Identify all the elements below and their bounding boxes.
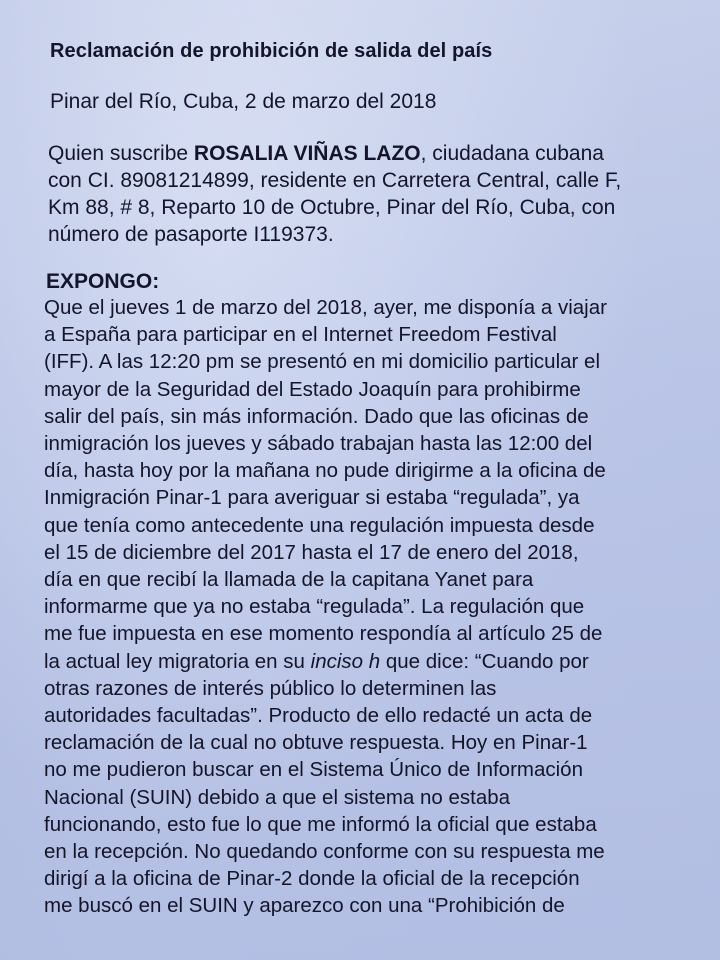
intro-text: Quien suscribe <box>48 142 194 165</box>
section-heading: EXPONGO: <box>46 270 160 293</box>
body-line <box>44 648 714 675</box>
body-line: día en que recibí la llamada de la capitana Yanet para <box>44 568 534 592</box>
body-line: funcionando, esto fue lo que me informó la oficial que estaba <box>44 812 597 836</box>
body-line: a España para participar en el Internet Freedom Festival <box>44 323 557 347</box>
intro-text: , ciudadana cubana <box>420 142 604 165</box>
body-line: que tenía como antecedente una regulación impuesta desde <box>44 513 595 537</box>
intro-line: Km 88, # 8, Reparto 10 de Octubre, Pinar del Río, Cuba, con <box>48 196 616 219</box>
body-line: inmigración los jueves y sábado trabajan hasta las 12:00 del <box>44 432 593 456</box>
body-line: día, hasta hoy por la mañana no pude dirigirme a la oficina de <box>44 459 606 483</box>
body-line: me buscó en el SUIN y aparezco con una “Prohibición de <box>44 894 565 918</box>
body-line: reclamación de la cual no obtuve respuesta. Hoy en Pinar-1 <box>44 731 588 755</box>
body-line: Inmigración Pinar-1 para averiguar si estaba “regulada”, ya <box>44 486 580 510</box>
intro-line <box>48 140 708 167</box>
body-text: la actual ley migratoria en su <box>44 649 311 673</box>
body-text: que dice: “Cuando por <box>380 649 589 673</box>
intro-paragraph <box>48 140 708 248</box>
signer-name: ROSALIA VIÑAS LAZO <box>193 142 421 165</box>
body-line: el 15 de diciembre del 2017 hasta el 17 de enero del 2018, <box>44 540 579 564</box>
body-line: otras razones de interés público lo determinen las <box>44 676 497 700</box>
body-line: en la recepción. No quedando conforme con su respuesta me <box>44 840 605 864</box>
place-and-date: Pinar del Río, Cuba, 2 de marzo del 2018 <box>50 90 437 113</box>
document-title: Reclamación de prohibición de salida del país <box>50 40 493 62</box>
body-line: dirigí a la oficina de Pinar-2 donde la oficial de la recepción <box>44 867 580 891</box>
body-line: (IFF). A las 12:20 pm se presentó en mi domicilio particular el <box>44 350 601 374</box>
body-line: Nacional (SUIN) debido a que el sistema no estaba <box>44 785 511 809</box>
intro-line: número de pasaporte I119373. <box>48 223 334 246</box>
body-line: autoridades facultadas”. Producto de ello redacté un acta de <box>44 704 593 728</box>
body-line: salir del país, sin más información. Dado que las oficinas de <box>44 404 589 428</box>
body-line: mayor de la Seguridad del Estado Joaquín para prohibirme <box>44 377 581 401</box>
body-paragraph <box>44 294 714 920</box>
body-line: no me pudieron buscar en el Sistema Único de Información <box>44 758 583 782</box>
body-line: me fue impuesta en ese momento respondía al artículo 25 de <box>44 622 603 646</box>
intro-line: con CI. 89081214899, residente en Carretera Central, calle F, <box>48 169 622 192</box>
body-line: informarme que ya no estaba “regulada”. La regulación que <box>44 595 585 619</box>
italic-term: inciso h <box>310 649 381 673</box>
body-line: Que el jueves 1 de marzo del 2018, ayer, me disponía a viajar <box>44 296 607 319</box>
